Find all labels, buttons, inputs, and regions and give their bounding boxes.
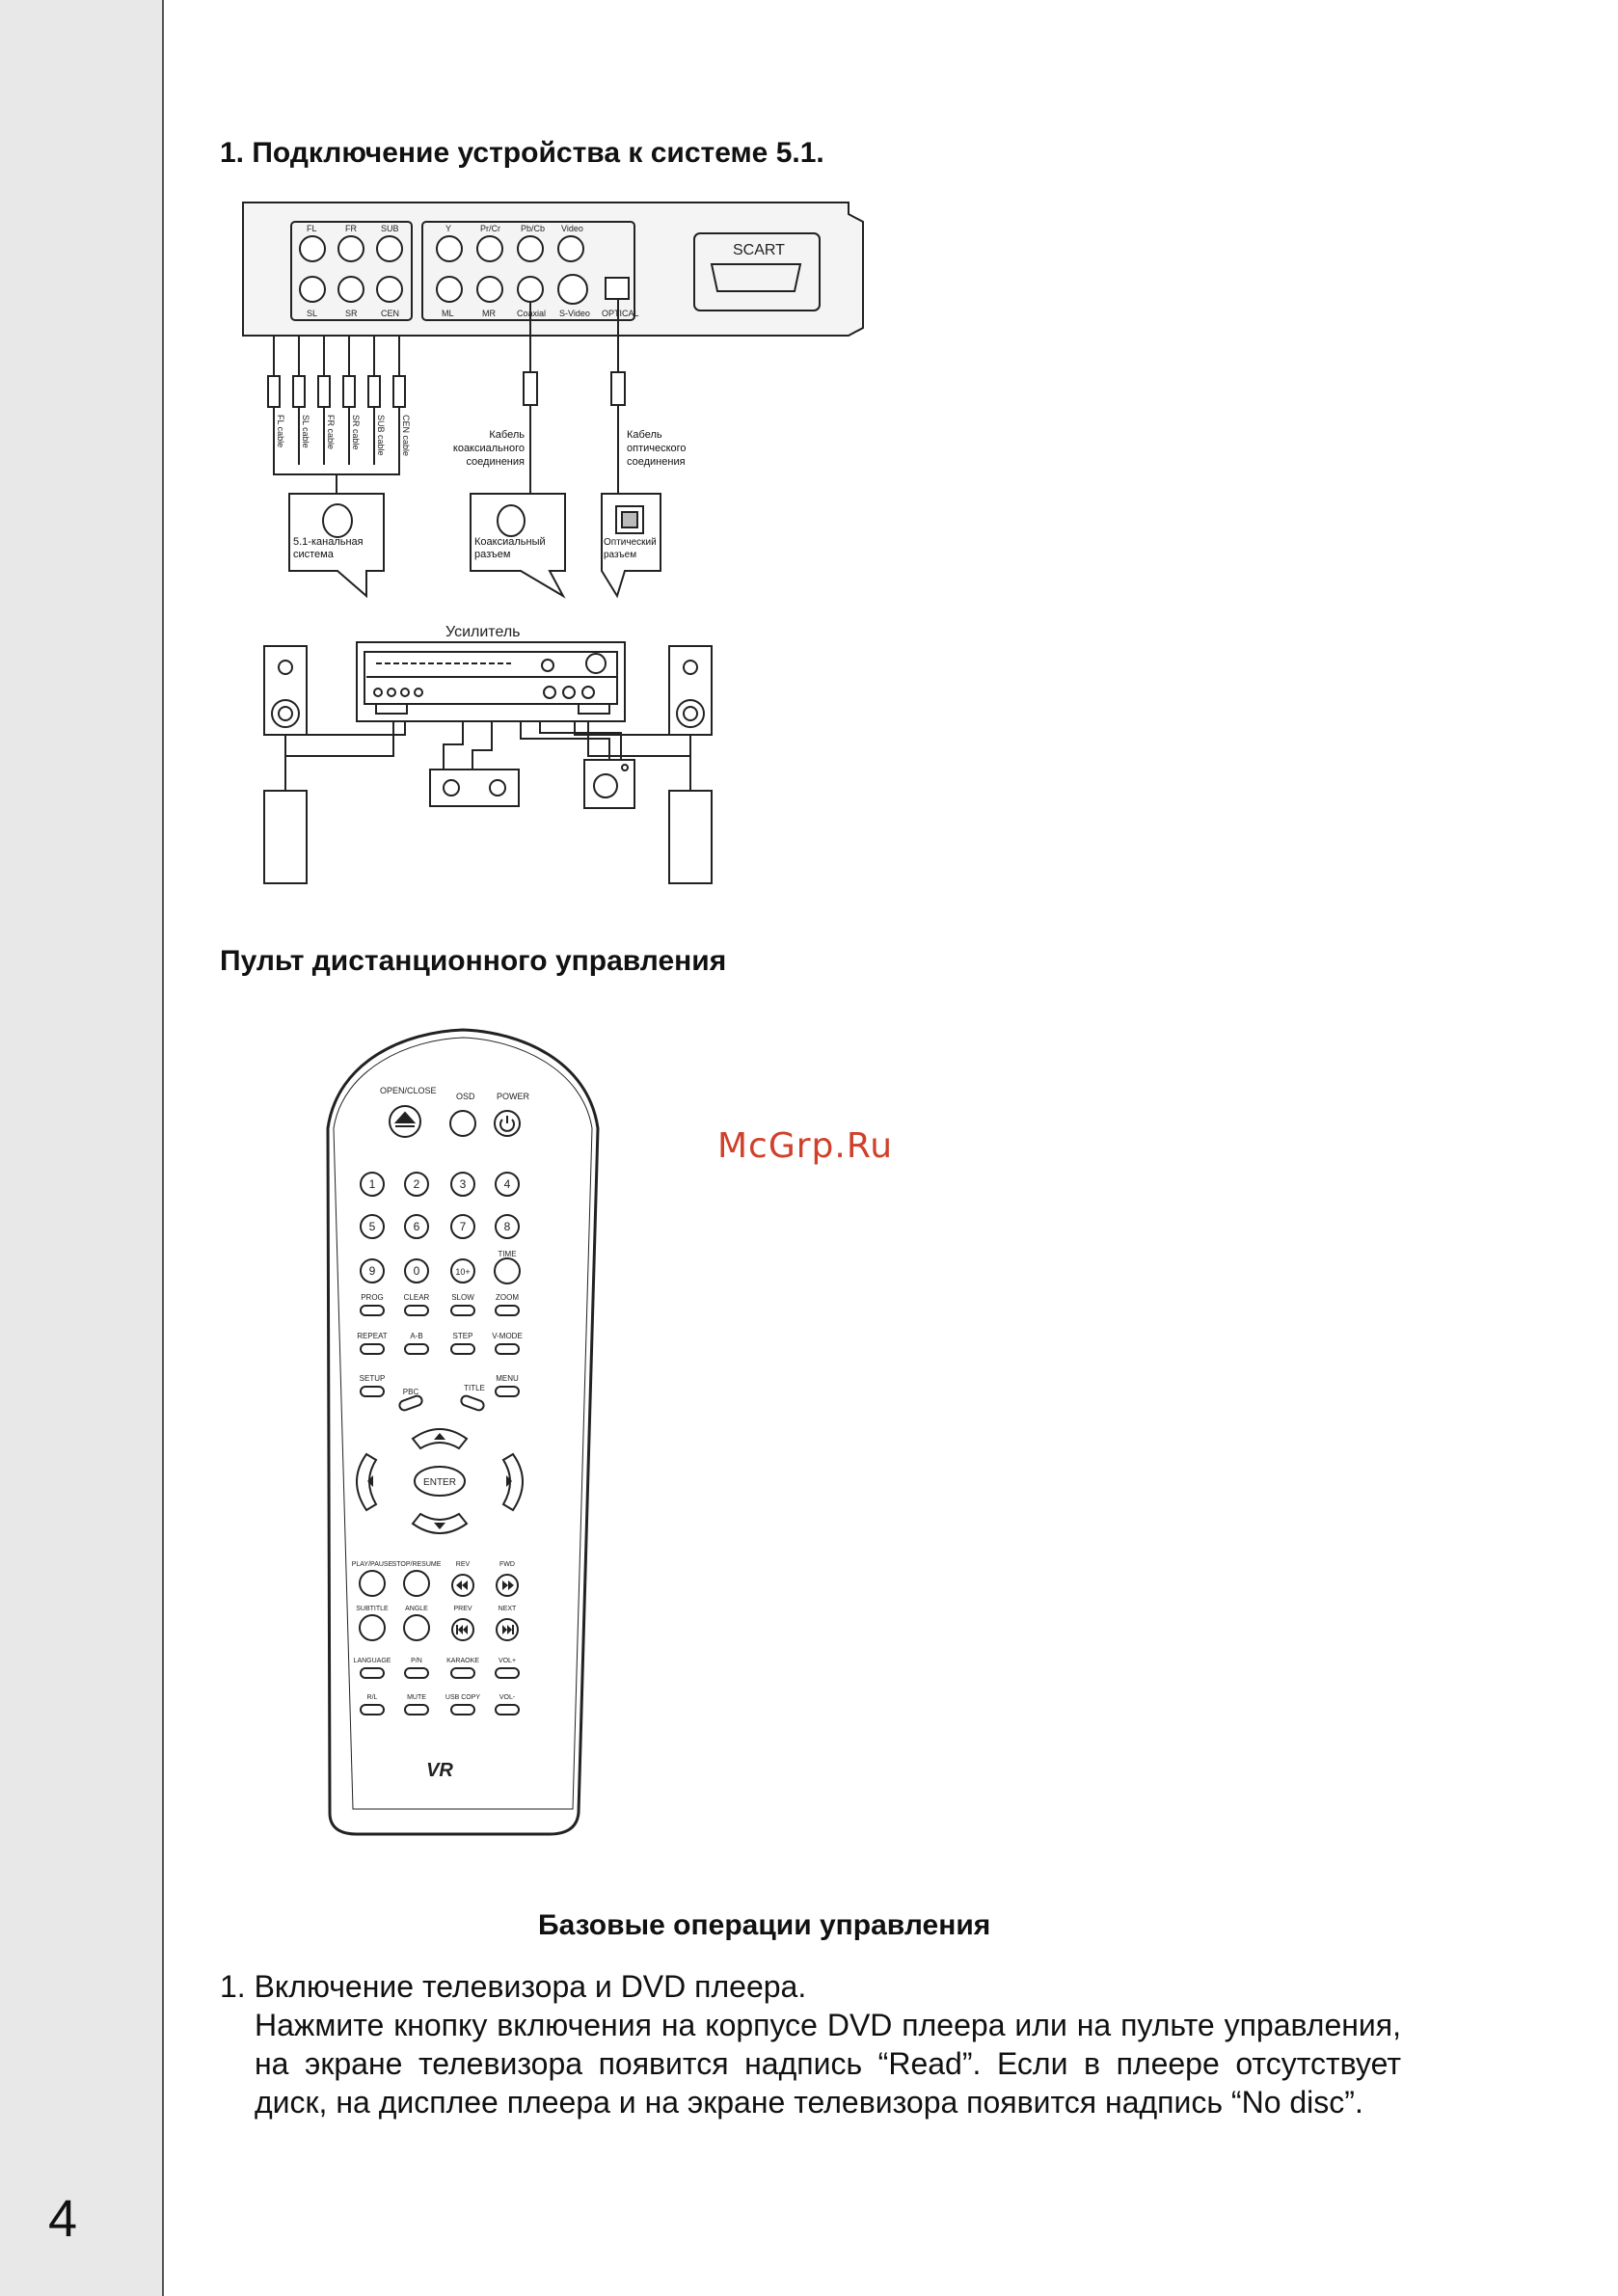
cable-label-sub: SUB cable <box>376 415 386 456</box>
stop-resume-button[interactable] <box>404 1571 429 1596</box>
repeat-button[interactable] <box>361 1344 384 1354</box>
label-ab: A-B <box>410 1332 423 1340</box>
box-coax-label-wrap <box>474 536 563 571</box>
label-title: TITLE <box>464 1384 485 1392</box>
time-label: TIME <box>498 1250 517 1258</box>
amplifier <box>357 642 625 721</box>
label-menu: MENU <box>496 1374 519 1383</box>
slow-button[interactable] <box>451 1306 474 1315</box>
digit-1-label: 1 <box>368 1177 376 1191</box>
label-vmode: V-MODE <box>492 1332 523 1340</box>
label-play-pause: PLAY/PAUSE <box>351 1561 393 1568</box>
zoom-button[interactable] <box>496 1306 519 1315</box>
box-51-label-wrap <box>293 536 382 571</box>
basic-operations-title: Базовые операции управления <box>538 1909 991 1941</box>
jack-label-cen: CEN <box>381 309 400 318</box>
step-button[interactable] <box>451 1344 474 1354</box>
play-pause-button[interactable] <box>360 1571 385 1596</box>
ab-button[interactable] <box>405 1344 428 1354</box>
box-coax-label: Коаксиальный разъем <box>474 536 546 560</box>
label-subtitle: SUBTITLE <box>356 1606 389 1612</box>
watermark: McGrp.Ru <box>717 1126 894 1166</box>
karaoke-button[interactable] <box>451 1668 474 1678</box>
cable-label-sr: SR cable <box>351 415 361 450</box>
clear-button[interactable] <box>405 1306 428 1315</box>
rl-button[interactable] <box>361 1705 384 1715</box>
vmode-button[interactable] <box>496 1344 519 1354</box>
jack-label-sl: SL <box>307 309 318 318</box>
label-open-close: OPEN/CLOSE <box>380 1086 437 1095</box>
label-osd: OSD <box>456 1092 475 1101</box>
player-rear-panel <box>243 203 863 336</box>
cable-label-fl: FL cable <box>276 415 285 448</box>
label-zoom: ZOOM <box>496 1293 519 1302</box>
jack-label-pb: Pb/Cb <box>521 224 546 233</box>
jack-label-ml: ML <box>442 309 454 318</box>
jack-label-coaxial: Coaxial <box>517 309 547 318</box>
label-repeat: REPEAT <box>357 1332 388 1340</box>
vol-down-button[interactable] <box>496 1705 519 1715</box>
label-next: NEXT <box>498 1606 517 1612</box>
remote-section-title: Пульт дистанционного управления <box>220 945 727 977</box>
mute-button[interactable] <box>405 1705 428 1715</box>
jack-label-video: Video <box>561 224 583 233</box>
digit-3-label: 3 <box>459 1177 467 1191</box>
enter-label: ENTER <box>423 1477 456 1488</box>
jack-label-sr: SR <box>345 309 358 318</box>
label-vol-down: VOL- <box>499 1694 516 1701</box>
digit-2-label: 2 <box>413 1177 420 1191</box>
page-number: 4 <box>48 2190 78 2248</box>
connection-section-title: 1. Подключение устройства к системе 5.1. <box>220 137 824 169</box>
jack-label-fl: FL <box>307 224 317 233</box>
jack-label-svideo: S-Video <box>559 309 590 318</box>
label-rev: REV <box>455 1561 471 1568</box>
label-slow: SLOW <box>451 1293 474 1302</box>
digit-9-label: 9 <box>368 1264 376 1278</box>
digit-5-label: 5 <box>368 1220 376 1233</box>
label-fwd: FWD <box>499 1561 515 1568</box>
label-setup: SETUP <box>359 1374 386 1383</box>
cable-label-sl: SL cable <box>301 415 310 448</box>
subtitle-button[interactable] <box>360 1615 385 1640</box>
label-vol-up: VOL+ <box>498 1658 517 1664</box>
digit-6-label: 6 <box>413 1220 420 1233</box>
label-power: POWER <box>497 1092 530 1101</box>
coax-cable-label: Кабель коаксиального соединения <box>452 429 525 468</box>
jack-label-optical: OPTICAL <box>602 309 639 318</box>
menu-button[interactable] <box>496 1387 519 1396</box>
usb-copy-button[interactable] <box>451 1705 474 1715</box>
page-margin-strip <box>0 0 164 2296</box>
label-rl: R/L <box>366 1694 378 1701</box>
jack-label-mr: MR <box>482 309 496 318</box>
box-51-label: 5.1-канальная система <box>293 536 364 560</box>
angle-button[interactable] <box>404 1615 429 1640</box>
label-angle: ANGLE <box>405 1606 428 1612</box>
step-1-body: Нажмите кнопку включения на корпусе DVD плеера или на пульте управления, на экране телевизора появится надпись “Read”. Если в плеере отсутствует диск, на дисплее плеера и на экране телевизора появится надпись “No disc”. <box>255 2008 1401 2120</box>
time-button[interactable] <box>495 1258 520 1283</box>
connection-diagram <box>231 193 868 887</box>
label-clear: CLEAR <box>403 1293 430 1302</box>
label-prev: PREV <box>453 1606 472 1612</box>
step-1-title: 1. Включение телевизора и DVD плеера. <box>220 1969 807 2004</box>
digit-0-label: 0 <box>413 1264 420 1278</box>
digit-10plus-label: 10+ <box>455 1267 471 1277</box>
pn-button[interactable] <box>405 1668 428 1678</box>
language-button[interactable] <box>361 1668 384 1678</box>
vol-up-button[interactable] <box>496 1668 519 1678</box>
amplifier-label: Усилитель <box>445 624 521 640</box>
label-step: STEP <box>452 1332 473 1340</box>
cable-label-fr: FR cable <box>326 415 336 450</box>
label-karaoke: KARAOKE <box>446 1658 479 1664</box>
prog-button[interactable] <box>361 1306 384 1315</box>
optical-cable-label-wrap <box>627 428 723 486</box>
coax-cable-label-wrap <box>424 428 525 486</box>
jack-label-y: Y <box>445 224 452 233</box>
label-prog: PROG <box>361 1293 384 1302</box>
digit-4-label: 4 <box>503 1177 511 1191</box>
jack-label-fr: FR <box>345 224 357 233</box>
basic-operations-text <box>220 1967 1401 2121</box>
remote-control <box>318 1022 607 1842</box>
osd-button[interactable] <box>450 1111 475 1136</box>
label-stop-resume: STOP/RESUME <box>391 1561 442 1568</box>
jack-label-pr: Pr/Cr <box>480 224 500 233</box>
optical-cable-label: Кабель оптического соединения <box>627 429 687 468</box>
scart-label: SCART <box>733 242 785 258</box>
label-pn: P/N <box>411 1658 422 1664</box>
digit-7-label: 7 <box>459 1220 467 1233</box>
label-language: LANGUAGE <box>353 1658 391 1664</box>
label-pbc: PBC <box>402 1388 419 1396</box>
brand-logo: VR <box>426 1760 453 1781</box>
cable-label-cen: CEN cable <box>401 415 411 457</box>
label-usb-copy: USB COPY <box>445 1694 481 1701</box>
label-mute: MUTE <box>407 1694 426 1701</box>
box-optical-label-wrap <box>604 536 661 571</box>
setup-button[interactable] <box>361 1387 384 1396</box>
box-optical-label: Оптический разъем <box>604 537 657 560</box>
digit-8-label: 8 <box>503 1220 511 1233</box>
jack-label-sub: SUB <box>381 224 399 233</box>
